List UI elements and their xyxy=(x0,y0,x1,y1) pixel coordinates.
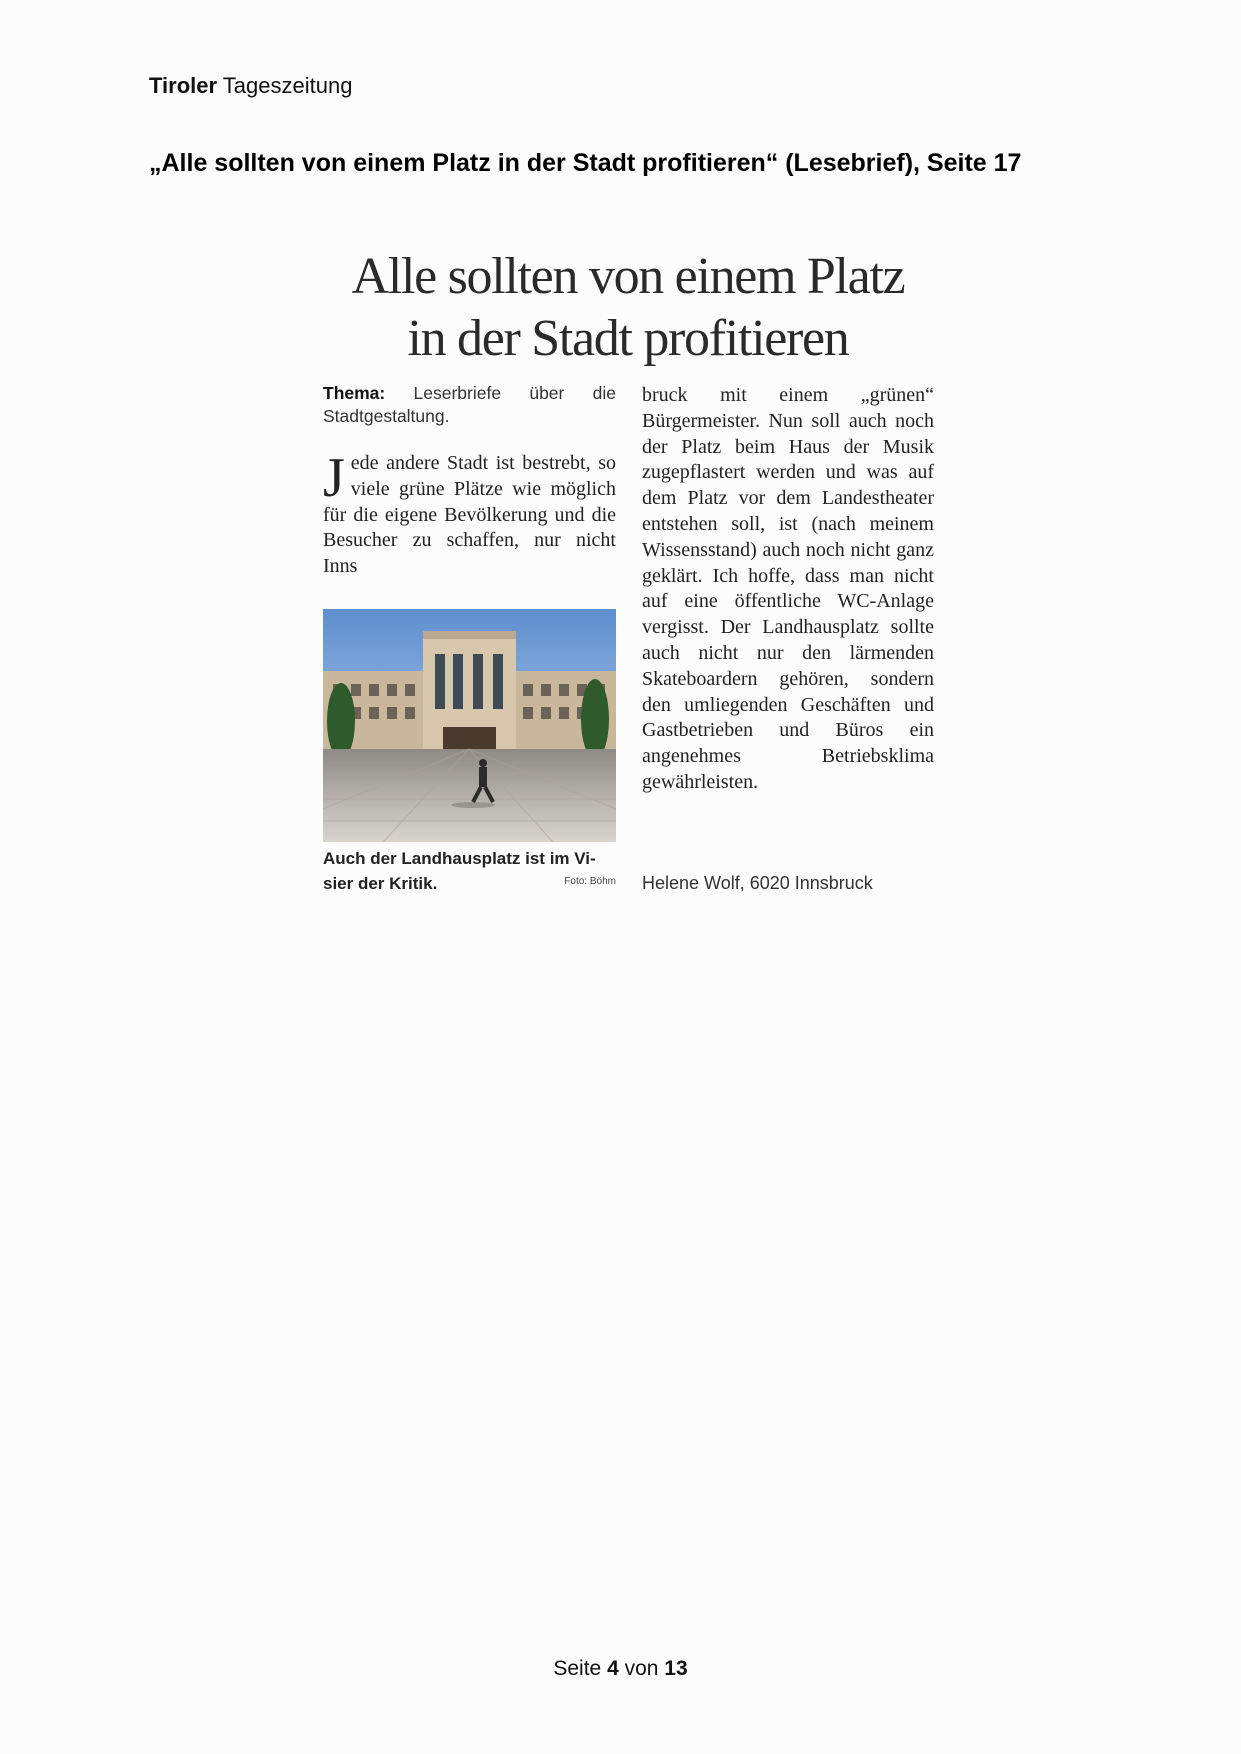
landhausplatz-photo xyxy=(323,609,616,842)
caption-text: Auch der Landhausplatz ist im Visier der Kritik. xyxy=(323,849,596,893)
topic-label: Thema: xyxy=(323,383,386,403)
letter-signature: Helene Wolf, 6020 Innsbruck xyxy=(642,873,873,893)
publication-name-rest: Tageszeitung xyxy=(222,73,353,98)
article-headline xyxy=(318,246,938,370)
total-page-count: 13 xyxy=(664,1657,688,1680)
footer-middle: von xyxy=(624,1657,659,1680)
article-lead-text xyxy=(323,447,616,580)
photo-credit: Foto: Böhm xyxy=(564,876,616,887)
topic-line xyxy=(323,382,616,428)
photo-caption xyxy=(323,846,616,896)
page-footer xyxy=(0,1656,1241,1682)
publication-header xyxy=(149,72,352,100)
article-right-column: bruck mit einem „grünen“ Bürgermeister. Nun soll auch noch der Platz beim Haus der Musik zugepflastert werden und was auf dem Platz vor dem Landestheater entstehen soll, ist (nach meinem Wissensstand) auch noch nicht ganz geklärt. Ich hoffe, dass man nicht auf eine öffentliche WC-Anlage vergisst. Der Landhausplatz sollte auch nicht nur den lärmenden Skateboardern gehören, sondern den umliegenden Geschäften und Gastbetrieben und Büros ein angenehmes Betriebsklima gewährleisten. xyxy=(642,384,934,793)
newspaper-clipping xyxy=(318,240,938,905)
headline-line-2: in der Stadt profitieren xyxy=(407,310,849,367)
article-left-column xyxy=(323,382,616,580)
left-body-text: ede andere Stadt ist bestrebt, so viele grüne Plätze wie möglich für die eigene Bevölkerung und die Besucher zu schaffen, nur nicht Inns xyxy=(323,452,616,578)
topic-text: Leserbriefe über die Stadtgestaltung. xyxy=(323,383,616,426)
publication-name-bold: Tiroler xyxy=(149,73,218,98)
drop-cap: J xyxy=(323,447,345,509)
building-illustration xyxy=(323,609,616,842)
document-title: „Alle sollten von einem Platz in der Stadt profitieren“ (Lesebrief), Seite 17 xyxy=(149,149,1022,177)
headline-line-1: Alle sollten von einem Platz xyxy=(351,248,905,305)
footer-prefix: Seite xyxy=(553,1657,602,1680)
current-page-number: 4 xyxy=(607,1657,619,1680)
